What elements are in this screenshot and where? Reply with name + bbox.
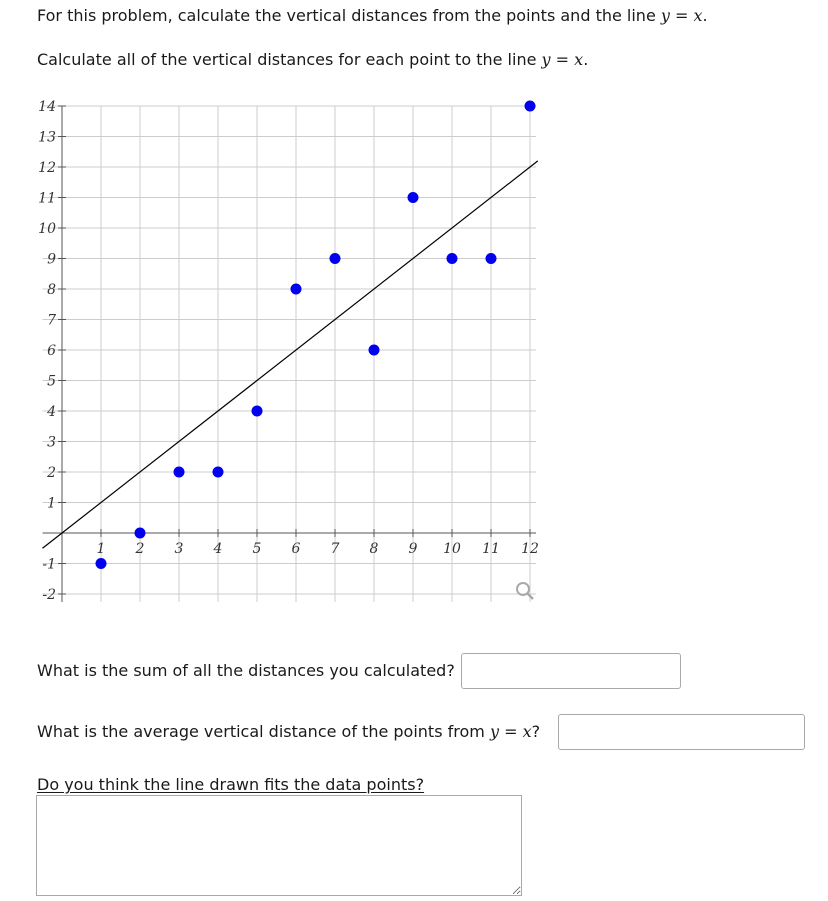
y-tick-label: 10 — [38, 221, 56, 237]
instruction-line-2: Calculate all of the vertical distances for each point to the line y = x. — [37, 50, 589, 69]
x-tick-label: 8 — [369, 541, 379, 557]
question-average-label: What is the average vertical distance of the points from y = x? — [37, 722, 541, 741]
y-tick-label: 5 — [47, 373, 56, 390]
y-tick-label: 4 — [47, 404, 56, 420]
data-point — [174, 467, 185, 478]
data-point — [486, 253, 497, 264]
magnifier-icon[interactable] — [517, 583, 533, 599]
data-point — [408, 192, 419, 203]
x-tick-label: 1 — [96, 541, 106, 557]
y-tick-label: 2 — [47, 465, 56, 481]
instruction-line-1: For this problem, calculate the vertical distances from the points and the line y = x. — [37, 6, 708, 25]
y-tick-label: 9 — [47, 251, 56, 268]
sum-distances-input[interactable] — [461, 653, 681, 689]
instruction-line-2-text: Calculate all of the vertical distances for each point to the line — [37, 50, 537, 69]
y-tick-label: 7 — [47, 312, 56, 329]
question-fit-label: Do you think the line drawn fits the data points? — [37, 775, 425, 794]
fit-answer-textarea[interactable] — [36, 795, 522, 896]
y-tick-label: 8 — [47, 282, 56, 298]
fit-line — [43, 161, 538, 548]
data-point — [330, 253, 341, 264]
x-tick-label: 3 — [174, 541, 184, 557]
x-tick-label: 11 — [482, 541, 500, 557]
data-point — [96, 558, 107, 569]
equation-y-equals-x: y = x — [541, 50, 584, 69]
data-point — [135, 528, 146, 539]
data-point — [213, 467, 224, 478]
data-point — [291, 284, 302, 295]
y-tick-label: 3 — [47, 434, 56, 451]
instruction-line-1-text: For this problem, calculate the vertical distances from the points and the line — [37, 6, 656, 25]
average-distance-input[interactable] — [558, 714, 805, 750]
x-tick-label: 2 — [135, 541, 145, 557]
y-tick-label: 6 — [47, 343, 56, 359]
grid — [43, 106, 537, 602]
data-point — [525, 101, 536, 112]
x-tick-label: 6 — [291, 541, 301, 557]
y-tick-label: 13 — [38, 129, 56, 146]
y-tick-label: 1 — [47, 495, 56, 512]
y-tick-label: 14 — [38, 99, 56, 115]
scatter-graph — [30, 95, 550, 610]
question-sum-label: What is the sum of all the distances you calculated? — [37, 661, 455, 680]
x-tick-label: 10 — [443, 541, 461, 557]
fit-line-y-equals-x — [43, 161, 538, 548]
data-point — [447, 253, 458, 264]
y-tick-label: 12 — [38, 160, 56, 176]
y-tick-label: -1 — [42, 556, 56, 573]
axes — [43, 106, 537, 602]
equation-y-equals-x: y = x — [660, 6, 703, 25]
x-tick-label: 9 — [408, 541, 418, 557]
equation-y-equals-x: y = x — [489, 722, 532, 741]
x-tick-label: 7 — [330, 541, 340, 557]
x-tick-label: 4 — [213, 541, 223, 557]
x-tick-label: 5 — [252, 541, 262, 557]
y-tick-label: 11 — [38, 190, 56, 207]
x-tick-label: 12 — [521, 541, 539, 557]
data-point — [369, 345, 380, 356]
data-point — [252, 406, 263, 417]
y-tick-label: -2 — [42, 587, 56, 603]
tick-labels — [38, 99, 539, 603]
